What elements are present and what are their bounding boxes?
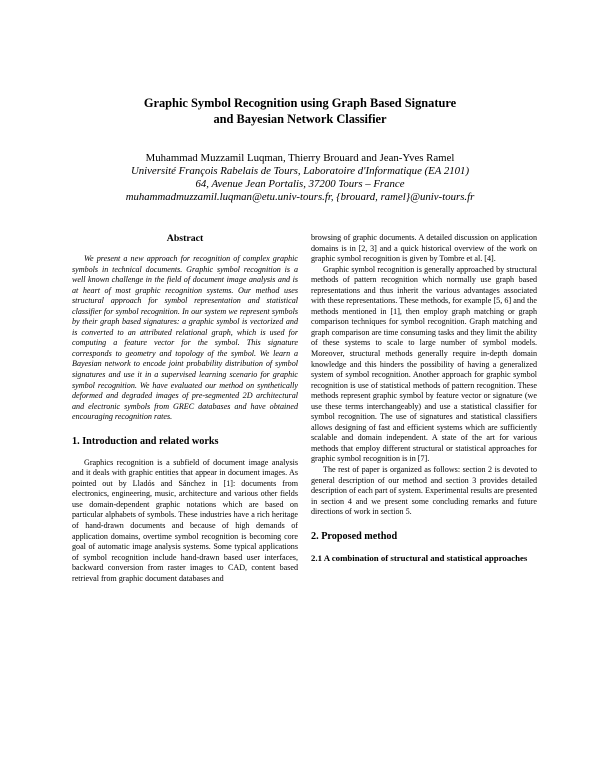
emails: muhammadmuzzamil.luqman@etu.univ-tours.fr, {brouard, ramel}@univ-tours.fr bbox=[125, 191, 475, 203]
paper-title bbox=[60, 95, 540, 127]
title-line-1: Graphic Symbol Recognition using Graph Based Signature bbox=[143, 96, 457, 110]
author-block bbox=[60, 152, 540, 204]
right-paragraph-1: browsing of graphic documents. A detailed discussion on application domains is in [2, 3] and a quick historical overview of the work on graphic symbol recognition is given by Tombre et al. [4]. bbox=[311, 233, 537, 264]
affiliation: Université François Rabelais de Tours, Laboratoire d'Informatique (EA 2101) bbox=[130, 165, 470, 177]
section-1-heading: 1. Introduction and related works bbox=[72, 435, 219, 447]
section-2-1-heading: 2.1 A combination of structural and statistical approaches bbox=[311, 552, 528, 563]
abstract-heading: Abstract bbox=[166, 233, 204, 244]
right-column bbox=[311, 233, 537, 564]
section-2-heading: 2. Proposed method bbox=[311, 530, 398, 542]
right-paragraph-2: Graphic symbol recognition is generally approached by structural methods of pattern recognition which normally use graph based representations and thus inherit the various advantages associated with these representations. These methods, for example [5, 6] and the methods mentioned in [1], then employ graph matching or graph comparison techniques for symbol recognition. Graph matching and graph comparison are time consuming tasks and they limit the ability of these systems to scale to large number of symbol models. Moreover, structural methods generally require in-depth domain knowledge and this hinders the possibility of having a generalized system of symbol recognition. Another approach for graphic symbol recognition is use of statistical methods of pattern recognition. These methods represent graphic symbol by feature vector or signature (we use these terms interchangeably) and use a statistical classifier for symbol recognition. The use of signatures and statistical classifiers allows designing of fast and efficient systems which are sufficiently scalable and domain independent. A state of the art for various methods that employ different structural or statistical approaches for graphic symbol recognition is in [7]. bbox=[311, 264, 537, 464]
left-column bbox=[72, 233, 298, 584]
address: 64, Avenue Jean Portalis, 37200 Tours – France bbox=[195, 178, 405, 190]
right-paragraph-3: The rest of paper is organized as follows: section 2 is devoted to general description of our method and section 3 provides detailed description of each part of system. Experimental results are presented in section 4 and we present some concluding remarks and future directions of work in section 5. bbox=[311, 465, 537, 517]
abstract-text: We present a new approach for recognition of complex graphic symbols in technical documents. Graphic symbol recognition is a well known challenge in the field of document image analysis and is at heart of most graphic recognition systems. Our method uses structural approach for symbol representation and statistical classifier for symbol recognition. In our system we represent symbols by their graph based signatures: a graphic symbol is vectorized and is converted to an attributed relational graph, which is used for computing a feature vector for the symbol. This signature corresponds to geometry and topology of the symbol. We learn a Bayesian network to encode joint probability distribution of symbol signatures and use it in a supervised learning scenario for graphic symbol recognition. We have evaluated our method on synthetically deformed and degraded images of pre-segmented 2D architectural and electronic symbols from GREC databases and have obtained encouraging recognition rates. bbox=[72, 254, 298, 422]
section-1-paragraph-1: Graphics recognition is a subfield of document image analysis and it deals with graphic entities that appear in document images. As pointed out by Lladós and Sánchez in [1]: documents from electronics, engineering, music, architecture and various other fields use domain-dependent graphic notations which are based on particular alphabets of symbols. These industries have a rich heritage of hand-drawn documents and because of high demands of application domains, overtime symbol recognition is becoming core goal of automatic image analysis systems. Some typical applications of symbol recognition include hand-drawn based user interfaces, backward conversion from raster images to CAD, content based retrieval from graphic document databases and bbox=[72, 457, 298, 583]
author-names: Muhammad Muzzamil Luqman, Thierry Brouard and Jean-Yves Ramel bbox=[145, 152, 455, 164]
title-line-2: and Bayesian Network Classifier bbox=[213, 112, 387, 126]
